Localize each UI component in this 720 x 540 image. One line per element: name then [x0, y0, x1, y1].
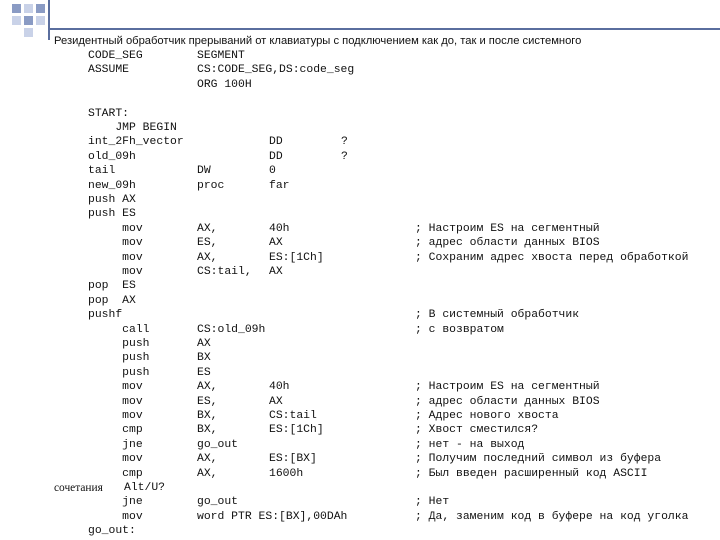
code-token-c1: mov	[88, 453, 143, 466]
code-token-c3: DD	[269, 136, 283, 149]
code-token-c3: DD	[269, 150, 283, 163]
slide-title: Резидентный обработчик прерываний от клавиатуры с подключением как до, так и после системного	[54, 35, 582, 47]
code-token-c2: BX,	[197, 424, 218, 437]
code-token-c1: jne	[88, 438, 143, 451]
code-token-c2: ORG 100H	[197, 78, 252, 91]
slide-corner-decoration	[0, 0, 110, 40]
code-line	[0, 367, 720, 381]
code-comment: ; Был введен расширенный код ASCII	[415, 467, 648, 480]
code-token-c1: pushf	[88, 309, 123, 322]
code-token-c3: 1600h	[269, 467, 304, 480]
code-token-c1: push	[88, 352, 150, 365]
corner-square-icon	[12, 16, 21, 25]
code-token-c1: pop ES	[88, 280, 136, 293]
code-line	[0, 381, 720, 395]
code-line	[0, 64, 720, 78]
code-token-c1: old_09h	[88, 150, 136, 163]
code-token-c3: AX	[269, 266, 283, 278]
code-line	[0, 295, 720, 309]
code-token-c4: ?	[341, 136, 348, 149]
code-line	[0, 410, 720, 424]
code-token-c1: ASSUME	[88, 64, 130, 77]
code-token-c3: 40h	[269, 222, 290, 235]
code-token-c3: 0	[269, 165, 276, 178]
code-comment: ; Получим последний символ из буфера	[415, 453, 662, 466]
code-token-c1: Alt/U?	[124, 482, 166, 494]
code-token-c2: AX,	[197, 381, 218, 394]
code-token-c3: 40h	[269, 381, 290, 394]
code-comment: ; Хвост сместился?	[415, 424, 539, 437]
code-line	[0, 165, 720, 179]
corner-square-icon	[36, 4, 45, 13]
code-comment: ; Настроим ES на сегментный	[415, 381, 600, 394]
code-token-c2: AX,	[197, 453, 218, 466]
code-token-c1: push ES	[88, 208, 136, 221]
code-line	[0, 324, 720, 338]
code-token-c1: mov	[88, 381, 143, 394]
code-token-c3: ES:[1Ch]	[269, 251, 324, 264]
code-token-c3: far	[269, 179, 290, 192]
code-token-c2: CS:old_09h	[197, 323, 266, 336]
code-comment: ; Нет	[415, 496, 450, 509]
code-line	[0, 338, 720, 352]
code-line	[0, 79, 720, 93]
code-line	[0, 424, 720, 438]
code-line	[0, 50, 720, 64]
code-token-c2: AX,	[197, 251, 218, 264]
code-token-c3: CS:tail	[269, 410, 317, 422]
code-line	[0, 108, 720, 122]
code-token-c3: AX	[269, 395, 283, 408]
decor-vertical-rule	[48, 0, 50, 40]
code-line	[0, 208, 720, 222]
code-token-c1: mov	[88, 395, 143, 408]
corner-square-icon	[24, 28, 33, 37]
code-token-c2: SEGMENT	[197, 50, 245, 62]
code-line	[0, 496, 720, 510]
code-token-c1: call	[88, 323, 150, 336]
code-comment: ; В системный обработчик	[415, 309, 580, 322]
code-token-c2: go_out	[197, 496, 239, 509]
corner-square-icon	[24, 4, 33, 13]
code-comment: ; Да, заменим код в буфере на код уголка	[415, 510, 689, 523]
code-comment: ; Сохраним адрес хвоста перед обработкой	[415, 251, 689, 264]
code-token-c3: ES:[BX]	[269, 453, 317, 466]
code-token-c1: new_09h	[88, 179, 136, 192]
code-token-c2: BX	[197, 352, 211, 365]
corner-square-icon	[12, 4, 21, 13]
code-token-c2: AX	[197, 338, 211, 350]
code-token-c2: ES,	[197, 237, 218, 250]
code-comment: ; нет - на выход	[415, 438, 525, 451]
code-line	[0, 223, 720, 237]
code-token-c1: mov	[88, 251, 143, 264]
code-token-c2: proc	[197, 179, 225, 192]
code-line	[0, 266, 720, 280]
code-line	[0, 194, 720, 208]
code-line	[0, 511, 720, 525]
code-token-c2: CS:tail,	[197, 266, 252, 278]
code-token-c1: push AX	[88, 194, 136, 206]
code-token-c4: ?	[341, 150, 348, 163]
code-token-c1: JMP BEGIN	[88, 122, 177, 134]
code-token-c1: push	[88, 366, 150, 379]
code-token-c1: CODE_SEG	[88, 50, 143, 62]
code-token-c1: cmp	[88, 424, 143, 437]
decor-horizontal-rule	[48, 28, 720, 30]
code-token-c1: push	[88, 338, 150, 350]
code-line	[0, 122, 720, 136]
code-comment: ; адрес области данных BIOS	[415, 395, 600, 408]
corner-square-icon	[24, 16, 33, 25]
code-line	[0, 352, 720, 366]
code-line	[0, 280, 720, 294]
code-token-c1: tail	[88, 165, 116, 178]
corner-square-icon	[36, 16, 45, 25]
code-line-prefix: сочетания	[54, 482, 103, 494]
code-token-c1: cmp	[88, 467, 143, 480]
code-token-c2: BX,	[197, 410, 218, 422]
code-token-c1: mov	[88, 266, 143, 278]
code-token-c1: go_out:	[88, 525, 136, 538]
code-token-c1: mov	[88, 222, 143, 235]
code-token-c2: ES	[197, 366, 211, 379]
code-token-c2: CS:CODE_SEG,DS:code_seg	[197, 64, 355, 77]
code-line	[0, 180, 720, 194]
code-token-c2: ES,	[197, 395, 218, 408]
code-line	[0, 396, 720, 410]
code-line	[0, 237, 720, 251]
code-token-c3: ES:[1Ch]	[269, 424, 324, 437]
code-line	[0, 439, 720, 453]
code-token-c2: DW	[197, 165, 211, 178]
code-token-c2: word PTR ES:[BX],00DAh	[197, 510, 348, 523]
code-token-c1: START:	[88, 107, 130, 120]
code-token-c1: pop AX	[88, 294, 136, 307]
code-line	[0, 93, 720, 107]
code-line	[0, 136, 720, 150]
code-token-c1: mov	[88, 510, 143, 523]
code-line	[0, 468, 720, 482]
code-comment: ; с возвратом	[415, 323, 504, 336]
code-comment: ; адрес области данных BIOS	[415, 237, 600, 250]
code-token-c1: mov	[88, 410, 143, 422]
code-line	[0, 453, 720, 467]
code-comment: ; Настроим ES на сегментный	[415, 222, 600, 235]
code-line	[0, 482, 720, 496]
code-token-c1: jne	[88, 496, 143, 509]
code-line	[0, 309, 720, 323]
code-line	[0, 151, 720, 165]
code-token-c3: AX	[269, 237, 283, 250]
code-line	[0, 525, 720, 539]
code-token-c2: go_out	[197, 438, 239, 451]
code-token-c1: int_2Fh_vector	[88, 136, 184, 149]
code-line	[0, 252, 720, 266]
code-token-c1: mov	[88, 237, 143, 250]
code-token-c2: AX,	[197, 222, 218, 235]
code-comment: ; Адрес нового хвоста	[415, 410, 559, 422]
code-token-c2: AX,	[197, 467, 218, 480]
